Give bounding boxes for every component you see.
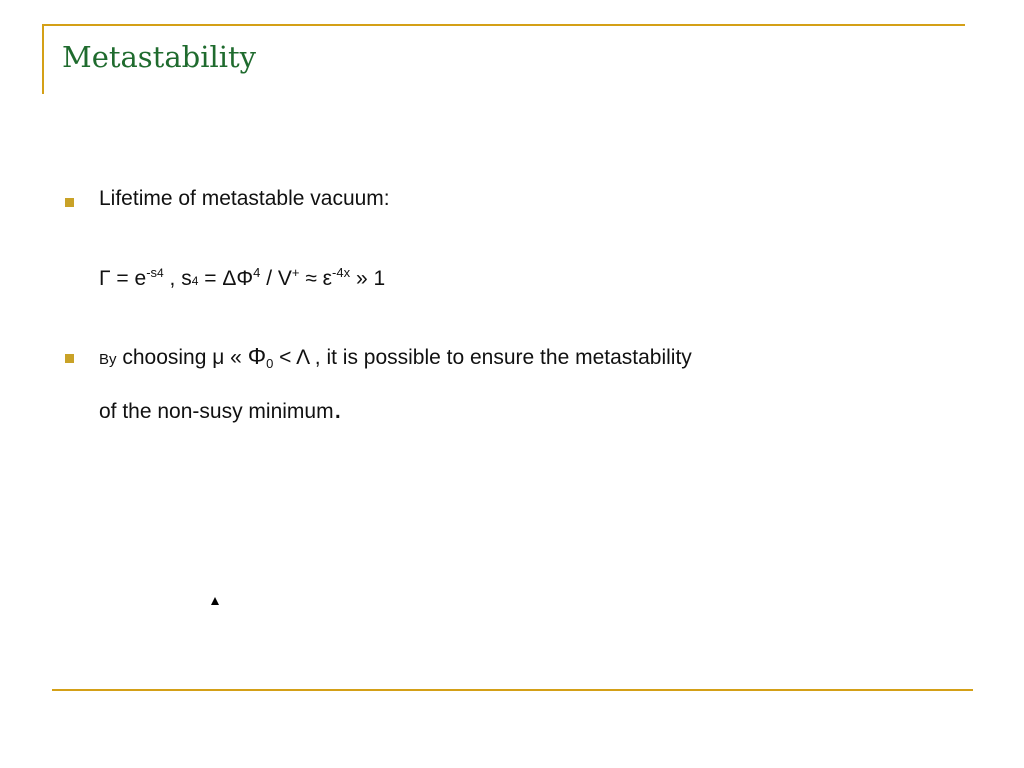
formula-s4-sub: 4 (191, 274, 199, 288)
choosing-text: choosing μ « (116, 346, 248, 369)
left-divider (42, 24, 44, 94)
final-period: . (333, 392, 342, 425)
formula-v-sup: + (291, 265, 300, 280)
phi-symbol: Φ (247, 343, 267, 369)
minimum-text: of the non-susy minimum (99, 400, 334, 423)
bullet-square-icon (65, 354, 74, 363)
by-word: By (99, 351, 117, 368)
formula-exponent (146, 265, 164, 280)
bullet-choosing-text (99, 343, 692, 371)
small-triangle-icon (211, 597, 219, 605)
top-divider (43, 24, 965, 26)
decay-rate-formula (99, 265, 385, 291)
ensure-text: < Λ , it is possible to ensure the metastability (273, 346, 692, 369)
bullet-square-icon (65, 198, 74, 207)
formula-delta-phi: = ΔΦ (198, 267, 254, 290)
formula-exponent-sub: 4 (157, 266, 164, 280)
phi-subscript: 0 (266, 356, 274, 371)
formula-exponent-base: -s (146, 265, 158, 280)
formula-gamma: Γ = e (99, 267, 147, 290)
formula-v-plus: / V (260, 267, 292, 290)
bullet-lifetime-text: Lifetime of metastable vacuum: (99, 187, 390, 210)
bottom-divider (52, 689, 973, 691)
slide-title: Metastability (62, 40, 257, 74)
bullet-continuation-text (99, 392, 342, 425)
formula-s4-label: , s (163, 267, 192, 290)
formula-much-greater: » 1 (350, 267, 386, 290)
formula-epsilon: ≈ ε (299, 267, 333, 290)
formula-phi-power: 4 (253, 265, 261, 280)
formula-epsilon-power: -4x (332, 265, 351, 280)
